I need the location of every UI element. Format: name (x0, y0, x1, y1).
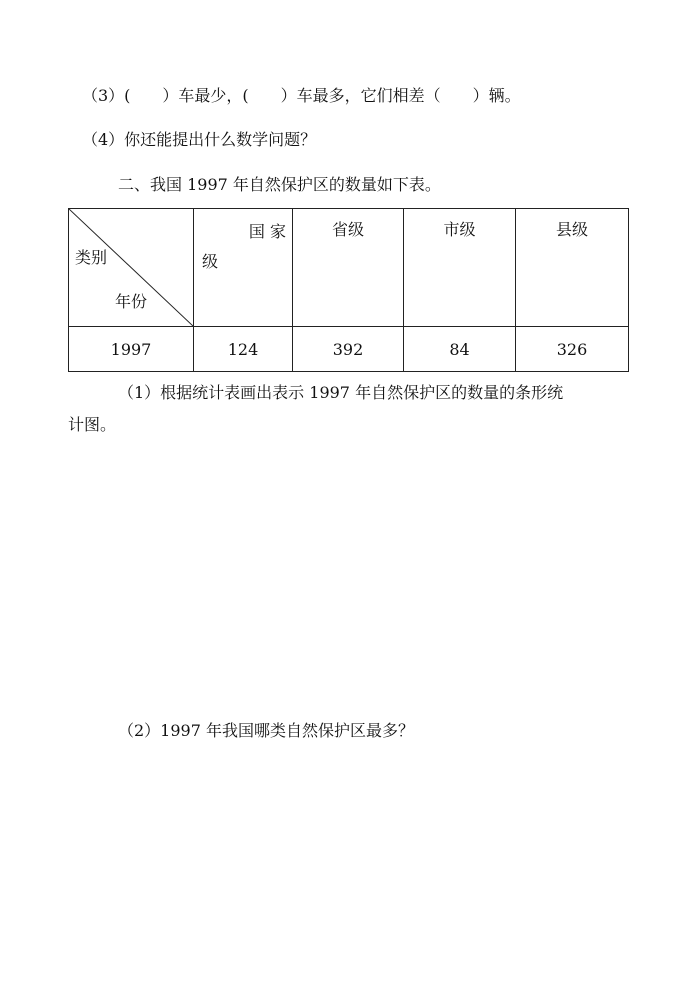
year-label: 年份 (115, 292, 148, 311)
part-1-line-1: （1）根据统计表画出表示 1997 年自然保护区的数量的条形统 (118, 383, 564, 402)
category-label: 类别 (75, 248, 108, 267)
header-provincial (293, 209, 404, 327)
header-national-line2: 级 (202, 252, 219, 271)
cell-provincial: 392 (293, 327, 404, 372)
header-city-label: 市级 (443, 220, 476, 239)
cell-county: 326 (516, 327, 629, 372)
table-row (69, 327, 629, 372)
question-3: （3）( ）车最少，( ）车最多，它们相差（ ）辆。 (82, 86, 521, 105)
cell-year: 1997 (69, 327, 194, 372)
part-2: （2）1997 年我国哪类自然保护区最多？ (118, 721, 414, 740)
header-county (516, 209, 629, 327)
section-2-title: 二、我国 1997 年自然保护区的数量如下表。 (118, 175, 441, 194)
header-national-line1: 国 家 (248, 222, 286, 241)
question-4: （4）你还能提出什么数学问题？ (82, 130, 317, 149)
table-header-row (69, 209, 629, 327)
cell-city: 84 (404, 327, 516, 372)
corner-header-cell (69, 209, 194, 327)
header-provincial-label: 省级 (331, 220, 364, 239)
header-city (404, 209, 516, 327)
cell-national: 124 (194, 327, 293, 372)
header-national (194, 209, 293, 327)
nature-reserve-table (68, 208, 629, 372)
part-1-line-2: 计图。 (68, 415, 117, 434)
header-county-label: 县级 (555, 220, 588, 239)
